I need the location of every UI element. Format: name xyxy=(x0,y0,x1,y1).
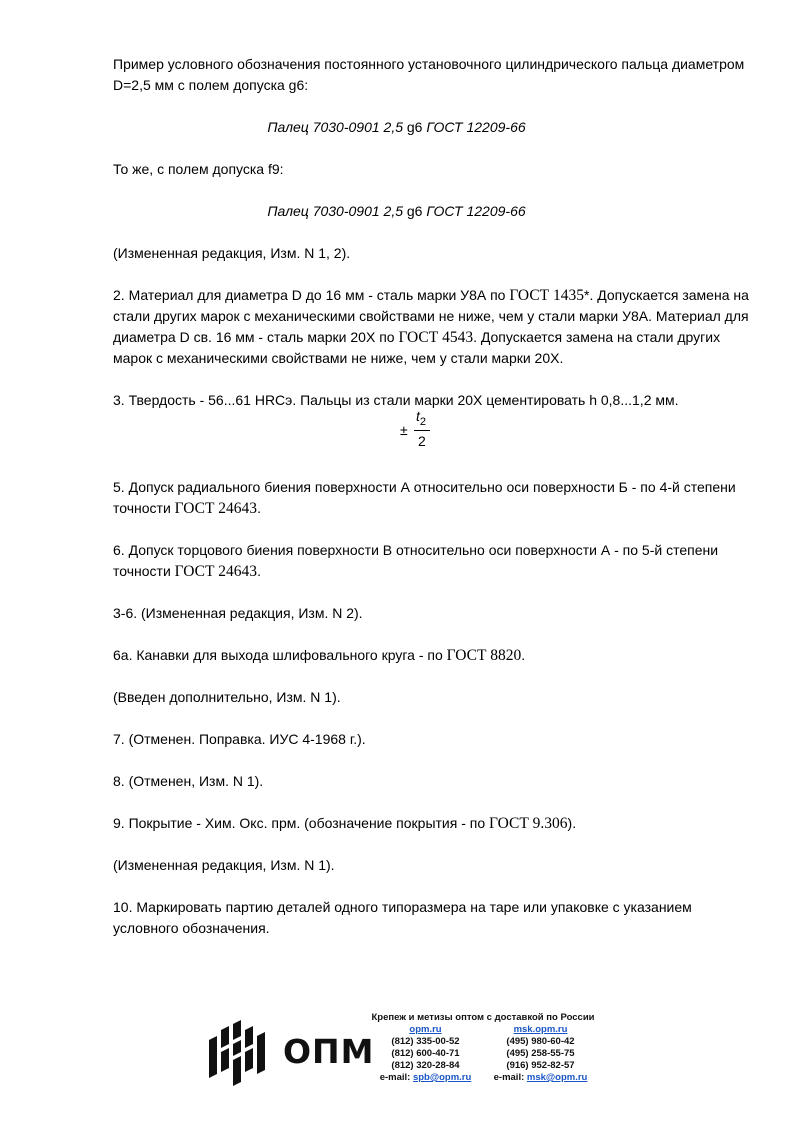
axial-text-end: . xyxy=(257,563,261,579)
designation-1-part3: ГОСТ 12209-66 xyxy=(422,119,526,135)
material-text-c: . Допускается замена на стали других марок с механическими свойствами не ниже, чем у стали марки 20Х. xyxy=(113,329,721,366)
spb-email-label: e-mail: xyxy=(379,1072,413,1083)
coating-text-end: ). xyxy=(567,815,577,831)
axial-text: 6. Допуск торцового биения поверхности В относительно оси поверхности А - по 5-й степени точности xyxy=(113,542,719,579)
logo-text: ОПМ xyxy=(283,1032,375,1071)
paragraph-material xyxy=(113,285,753,369)
designation-example-2 xyxy=(0,201,793,222)
opm-logo-icon xyxy=(205,1018,271,1090)
gost-9306-link: ГОСТ 9.306 xyxy=(489,815,568,832)
coating-text: 9. Покрытие - Хим. Окс. прм. (обозначение покрытия - по xyxy=(113,815,490,831)
grooves-text-end: . xyxy=(521,647,526,663)
contacts-block xyxy=(368,1012,598,1094)
formula-variable: t xyxy=(416,408,420,424)
paragraph-radial-runout xyxy=(113,477,753,519)
msk-email-label: e-mail: xyxy=(493,1072,527,1083)
paragraph-hardness: 3. Твердость - 56...61 HRCэ. Пальцы из стали марки 20Х цементировать h 0,8...1,2 мм. xyxy=(113,392,679,408)
paragraph-example: Пример условного обозначения постоянного установочного цилиндрического пальца диаметром D=2,5 мм с полем допуска g6: xyxy=(113,56,745,93)
paragraph-revision-1-2: (Измененная редакция, Изм. N 1, 2). xyxy=(113,245,351,261)
msk-contacts xyxy=(483,1024,598,1084)
designation-1-part1: Палец 7030-0901 2,5 xyxy=(267,119,407,135)
gost-24643-link: ГОСТ 24643 xyxy=(174,500,258,517)
paragraph-revision-1: (Измененная редакция, Изм. N 1). xyxy=(113,857,335,873)
designation-2-part1: Палец 7030-0901 2,5 xyxy=(267,203,407,219)
gost-1435-link: ГОСТ 1435 xyxy=(509,287,584,304)
formula-denominator: 2 xyxy=(418,433,426,449)
radial-text-end: . xyxy=(257,500,261,516)
grooves-text: 6а. Канавки для выхода шлифовального круга - по xyxy=(113,647,447,663)
paragraph-cancelled-7: 7. (Отменен. Поправка. ИУС 4-1968 г.). xyxy=(113,731,366,747)
designation-2-part3: ГОСТ 12209-66 xyxy=(422,203,526,219)
formula-numerator xyxy=(416,408,426,428)
spb-phone-1: (812) 335-00-52 xyxy=(391,1036,460,1047)
paragraph-introduced: (Введен дополнительно, Изм. N 1). xyxy=(113,689,341,705)
spb-phone-3: (812) 320-28-84 xyxy=(391,1060,460,1071)
msk-phone-2: (495) 258-55-75 xyxy=(506,1048,575,1059)
msk-email-link[interactable]: msk@opm.ru xyxy=(526,1072,588,1083)
tolerance-formula xyxy=(400,410,460,452)
paragraph-coating xyxy=(113,813,753,834)
gost-8820-link: ГОСТ 8820 xyxy=(446,647,522,664)
msk-phone-1: (495) 980-60-42 xyxy=(506,1036,575,1047)
spb-phone-2: (812) 600-40-71 xyxy=(391,1048,460,1059)
footer-headline: Крепеж и метизы оптом с доставкой по России xyxy=(371,1012,595,1023)
msk-site-link[interactable]: msk.opm.ru xyxy=(513,1024,568,1035)
radial-text: 5. Допуск радиального биения поверхности А относительно оси поверхности Б - по 4-й степени точности xyxy=(113,479,736,516)
material-text-a: 2. Материал для диаметра D до 16 мм - сталь марки У8А по xyxy=(113,287,510,303)
paragraph-grooves xyxy=(113,645,753,666)
designation-example-1 xyxy=(0,117,793,138)
paragraph-cancelled-8: 8. (Отменен, Изм. N 1). xyxy=(113,773,264,789)
msk-phone-3: (916) 952-82-57 xyxy=(506,1060,575,1071)
spb-email-link[interactable]: spb@opm.ru xyxy=(412,1072,472,1083)
formula-subscript: 2 xyxy=(419,415,427,428)
gost-4543-link: ГОСТ 4543 xyxy=(398,329,474,346)
paragraph-axial-runout xyxy=(113,540,753,582)
spb-contacts xyxy=(368,1024,483,1084)
footer xyxy=(205,1012,605,1102)
fraction-bar xyxy=(414,430,430,431)
gost-24643-link-2: ГОСТ 24643 xyxy=(174,563,258,580)
material-text-b: *. Допускается замена на стали других марок с механическими свойствами не ниже, чем у стали марки У8А. Материал для диаметра D св. 16 мм - сталь марки 20Х по xyxy=(113,287,749,345)
designation-2-tolerance: g6 xyxy=(406,203,423,219)
paragraph-marking: 10. Маркировать партию деталей одного типоразмера на таре или упаковке с указанием условного обозначения. xyxy=(113,899,692,936)
opm-site-link[interactable]: opm.ru xyxy=(409,1024,442,1035)
paragraph-revision-3-6: 3-6. (Измененная редакция, Изм. N 2). xyxy=(113,605,363,621)
plus-minus-sign: ± xyxy=(400,422,408,438)
paragraph-same-f9: То же, с полем допуска f9: xyxy=(113,161,284,177)
designation-1-tolerance: g6 xyxy=(406,119,423,135)
